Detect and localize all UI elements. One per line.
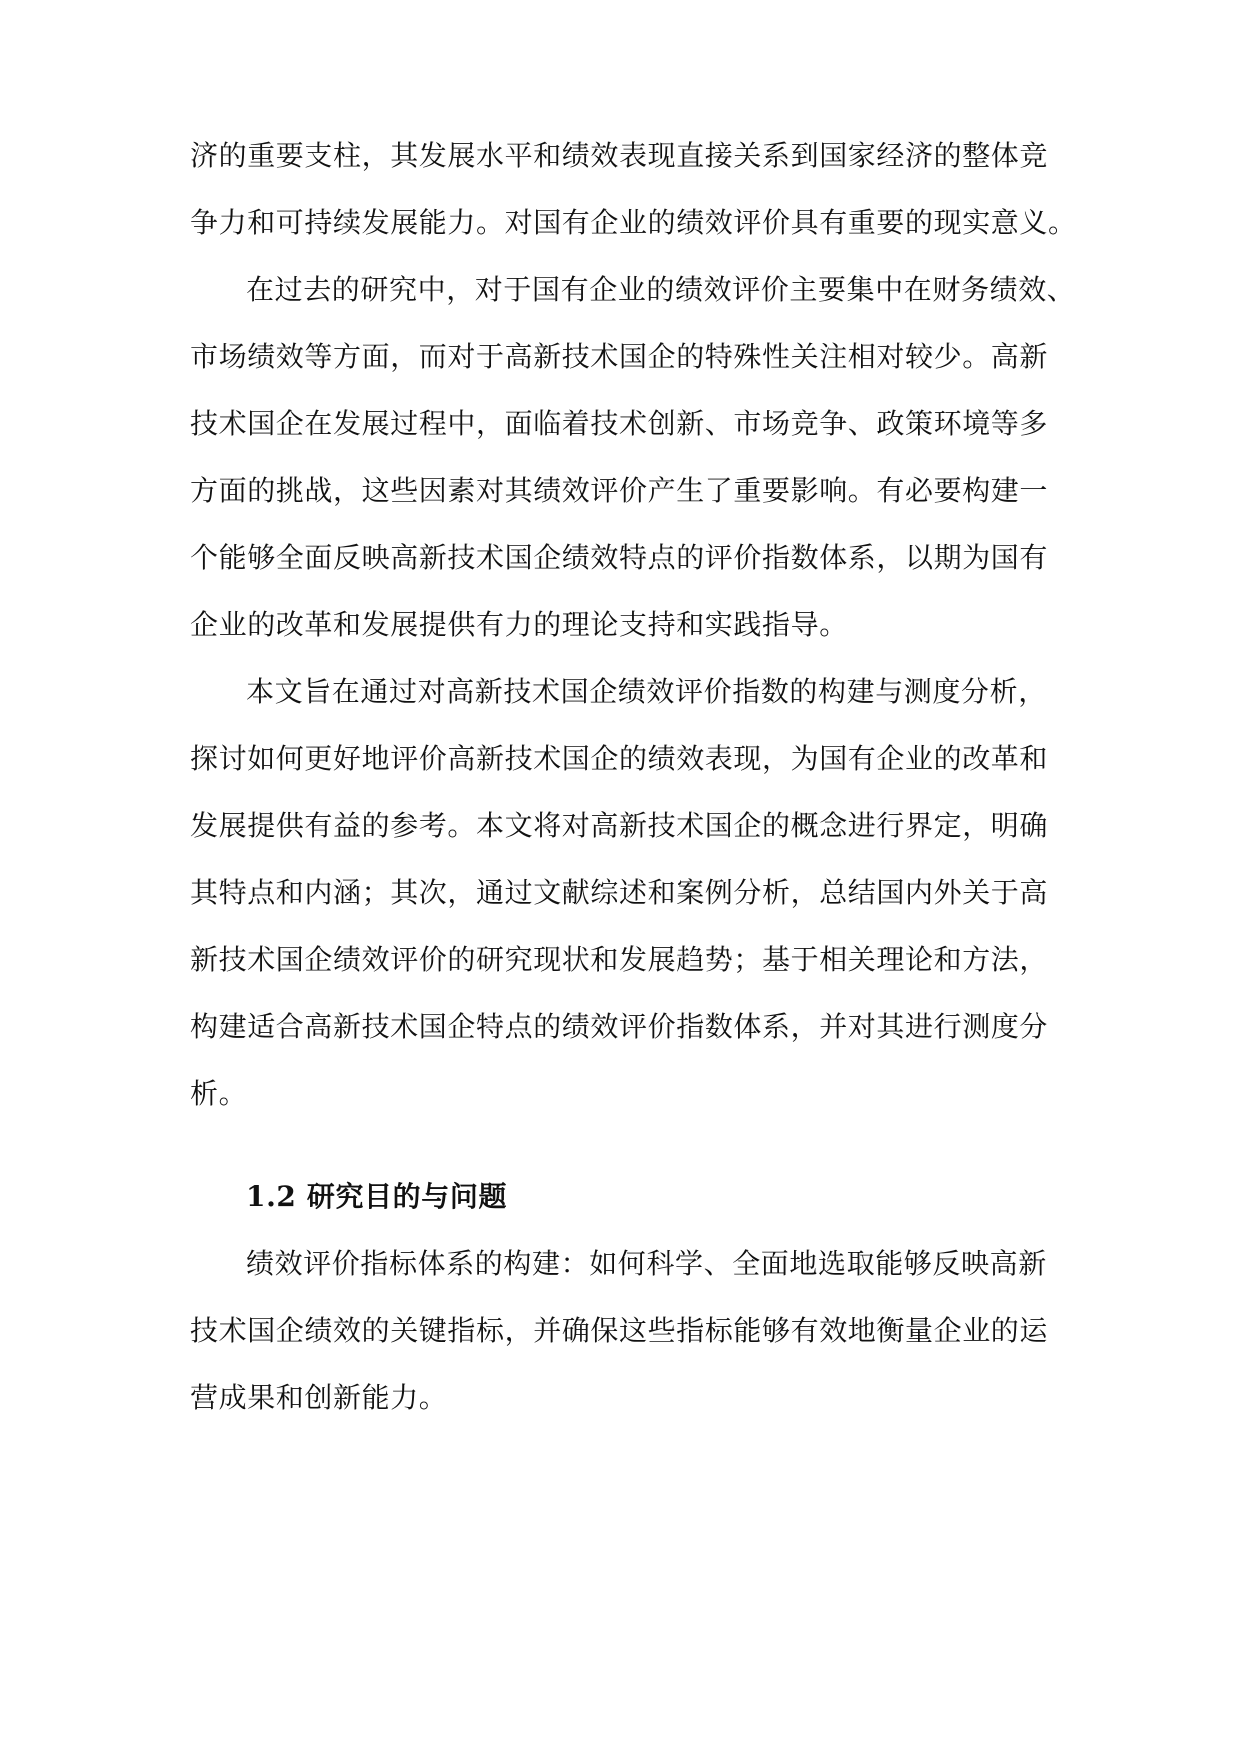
paragraph-line: 本文旨在通过对高新技术国企绩效评价指数的构建与测度分析， — [246, 675, 1047, 708]
paragraph-line: 其特点和内涵；其次，通过文献综述和案例分析，总结国内外关于高 — [190, 876, 1049, 909]
paragraph-line: 方面的挑战，这些因素对其绩效评价产生了重要影响。有必要构建一 — [190, 474, 1049, 507]
paragraph-line: 在过去的研究中，对于国有企业的绩效评价主要集中在财务绩效、 — [246, 273, 1076, 306]
paragraph-line: 技术国企绩效的关键指标，并确保这些指标能够有效地衡量企业的运 — [190, 1314, 1049, 1347]
paragraph-line: 绩效评价指标体系的构建：如何科学、全面地选取能够反映高新 — [246, 1247, 1047, 1280]
paragraph-line: 营成果和创新能力。 — [190, 1381, 448, 1414]
paragraph-line: 新技术国企绩效评价的研究现状和发展趋势；基于相关理论和方法， — [190, 943, 1049, 976]
paragraph-line: 济的重要支柱，其发展水平和绩效表现直接关系到国家经济的整体竞 — [190, 139, 1049, 172]
paragraph-line: 探讨如何更好地评价高新技术国企的绩效表现，为国有企业的改革和 — [190, 742, 1049, 775]
paragraph-line: 发展提供有益的参考。本文将对高新技术国企的概念进行界定，明确 — [190, 809, 1049, 842]
paragraph-line: 个能够全面反映高新技术国企绩效特点的评价指数体系，以期为国有 — [190, 541, 1049, 574]
section-heading: 1.2 研究目的与问题 — [246, 1180, 508, 1213]
paragraph-line: 市场绩效等方面，而对于高新技术国企的特殊性关注相对较少。高新 — [190, 340, 1049, 373]
paragraph-line: 析。 — [190, 1077, 248, 1110]
paragraph-line: 构建适合高新技术国企特点的绩效评价指数体系，并对其进行测度分 — [190, 1010, 1049, 1043]
paragraph-line: 争力和可持续发展能力。对国有企业的绩效评价具有重要的现实意义。 — [190, 206, 1077, 239]
paragraph-line: 企业的改革和发展提供有力的理论支持和实践指导。 — [190, 608, 848, 641]
paragraph-line: 技术国企在发展过程中，面临着技术创新、市场竞争、政策环境等多 — [190, 407, 1049, 440]
